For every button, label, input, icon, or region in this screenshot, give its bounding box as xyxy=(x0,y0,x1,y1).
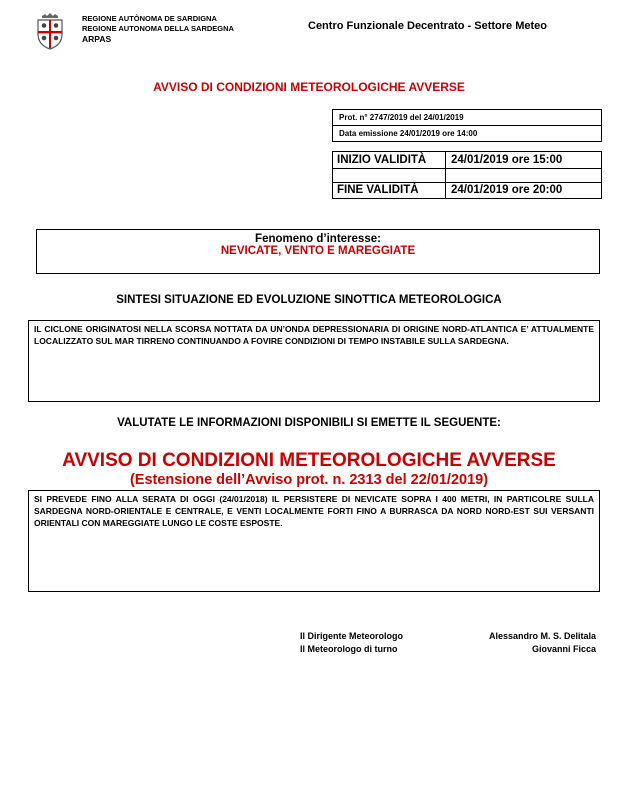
signature-name-on-duty: Giovanni Ficca xyxy=(531,644,596,654)
phenomenon-label: Fenomeno d’interesse: xyxy=(255,233,381,245)
validity-start-label: INIZIO VALIDITÀ xyxy=(337,154,427,166)
synoptic-text: IL CICLONE ORIGINATOSI NELLA SCORSA NOTTATA DA UN’ONDA DEPRESSIONARIA DI ORIGINE NORD-ATLANTICA E’ ATTUALMENTE LOCALIZZATO SUL MAR TIRRENO CONTINUANDO A FOVIRE CONDIZIONI DI TEMPO INSTABILE SULLA SARDEGNA. xyxy=(34,324,594,346)
phenomenon-value: NEVICATE, VENTO E MAREGGIATE xyxy=(220,245,416,257)
validity-end-label: FINE VALIDITÀ xyxy=(337,184,419,196)
signature-role-director: Il Dirigente Meteorologo xyxy=(300,631,404,641)
document-title: AVVISO DI CONDIZIONI METEOROLOGICHE AVVERSE xyxy=(153,80,465,94)
centro-funzionale-heading: Centro Funzionale Decentrato - Settore Meteo xyxy=(308,20,547,32)
protocol-number: Prot. n° 2747/2019 del 24/01/2019 xyxy=(339,113,464,122)
org-name-italian: REGIONE AUTONOMA DELLA SARDEGNA xyxy=(82,24,234,33)
validity-table xyxy=(332,151,602,199)
phenomenon-box xyxy=(36,229,600,274)
synoptic-box xyxy=(28,320,600,402)
signature-name-director: Alessandro M. S. Delitala xyxy=(488,631,596,641)
warning-extension: (Estensione dell’Avviso prot. n. 2313 del 22/01/2019) xyxy=(129,472,489,488)
org-acronym: ARPAS xyxy=(82,34,112,44)
signature-roles xyxy=(300,630,403,656)
issuance-statement: VALUTATE LE INFORMAZIONI DISPONIBILI SI EMETTE IL SEGUENTE: xyxy=(117,417,501,429)
validity-divider-1 xyxy=(333,168,601,169)
signature-names xyxy=(489,630,596,656)
validity-start-row xyxy=(333,153,601,168)
org-name-sardinian: REGIONE AUTÒNOMA DE SARDIGNA xyxy=(82,14,217,23)
protocol-box xyxy=(332,109,602,142)
sardinia-coat-of-arms-icon xyxy=(34,12,66,50)
forecast-box xyxy=(28,490,600,592)
warning-title: AVVISO DI CONDIZIONI METEOROLOGICHE AVVERSE xyxy=(62,450,556,471)
synoptic-heading: SINTESI SITUAZIONE ED EVOLUZIONE SINOTTICA METEOROLOGICA xyxy=(116,294,502,306)
signature-role-on-duty: Il Meteorologo di turno xyxy=(300,644,398,654)
emission-date: Data emissione 24/01/2019 ore 14:00 xyxy=(333,125,601,141)
forecast-text: SI PREVEDE FINO ALLA SERATA DI OGGI (24/01/2018) IL PERSISTERE DI NEVICATE SOPRA I 400 METRI, IN PARTICOLRE SULLA SARDEGNA NORD-ORIENTALE E CENTRALE, E VENTI LOCALMENTE FORTI FINO A BURRASCA DA NORD NORD-EST SUI VERSANTI ORIENTALI CON MAREGGIATE LUNGO LE COSTE ESPOSTE. xyxy=(34,494,594,528)
validity-end-value: 24/01/2019 ore 20:00 xyxy=(451,184,563,196)
validity-start-value: 24/01/2019 ore 15:00 xyxy=(451,154,563,166)
organization-block xyxy=(82,14,234,44)
validity-end-row xyxy=(333,183,601,198)
